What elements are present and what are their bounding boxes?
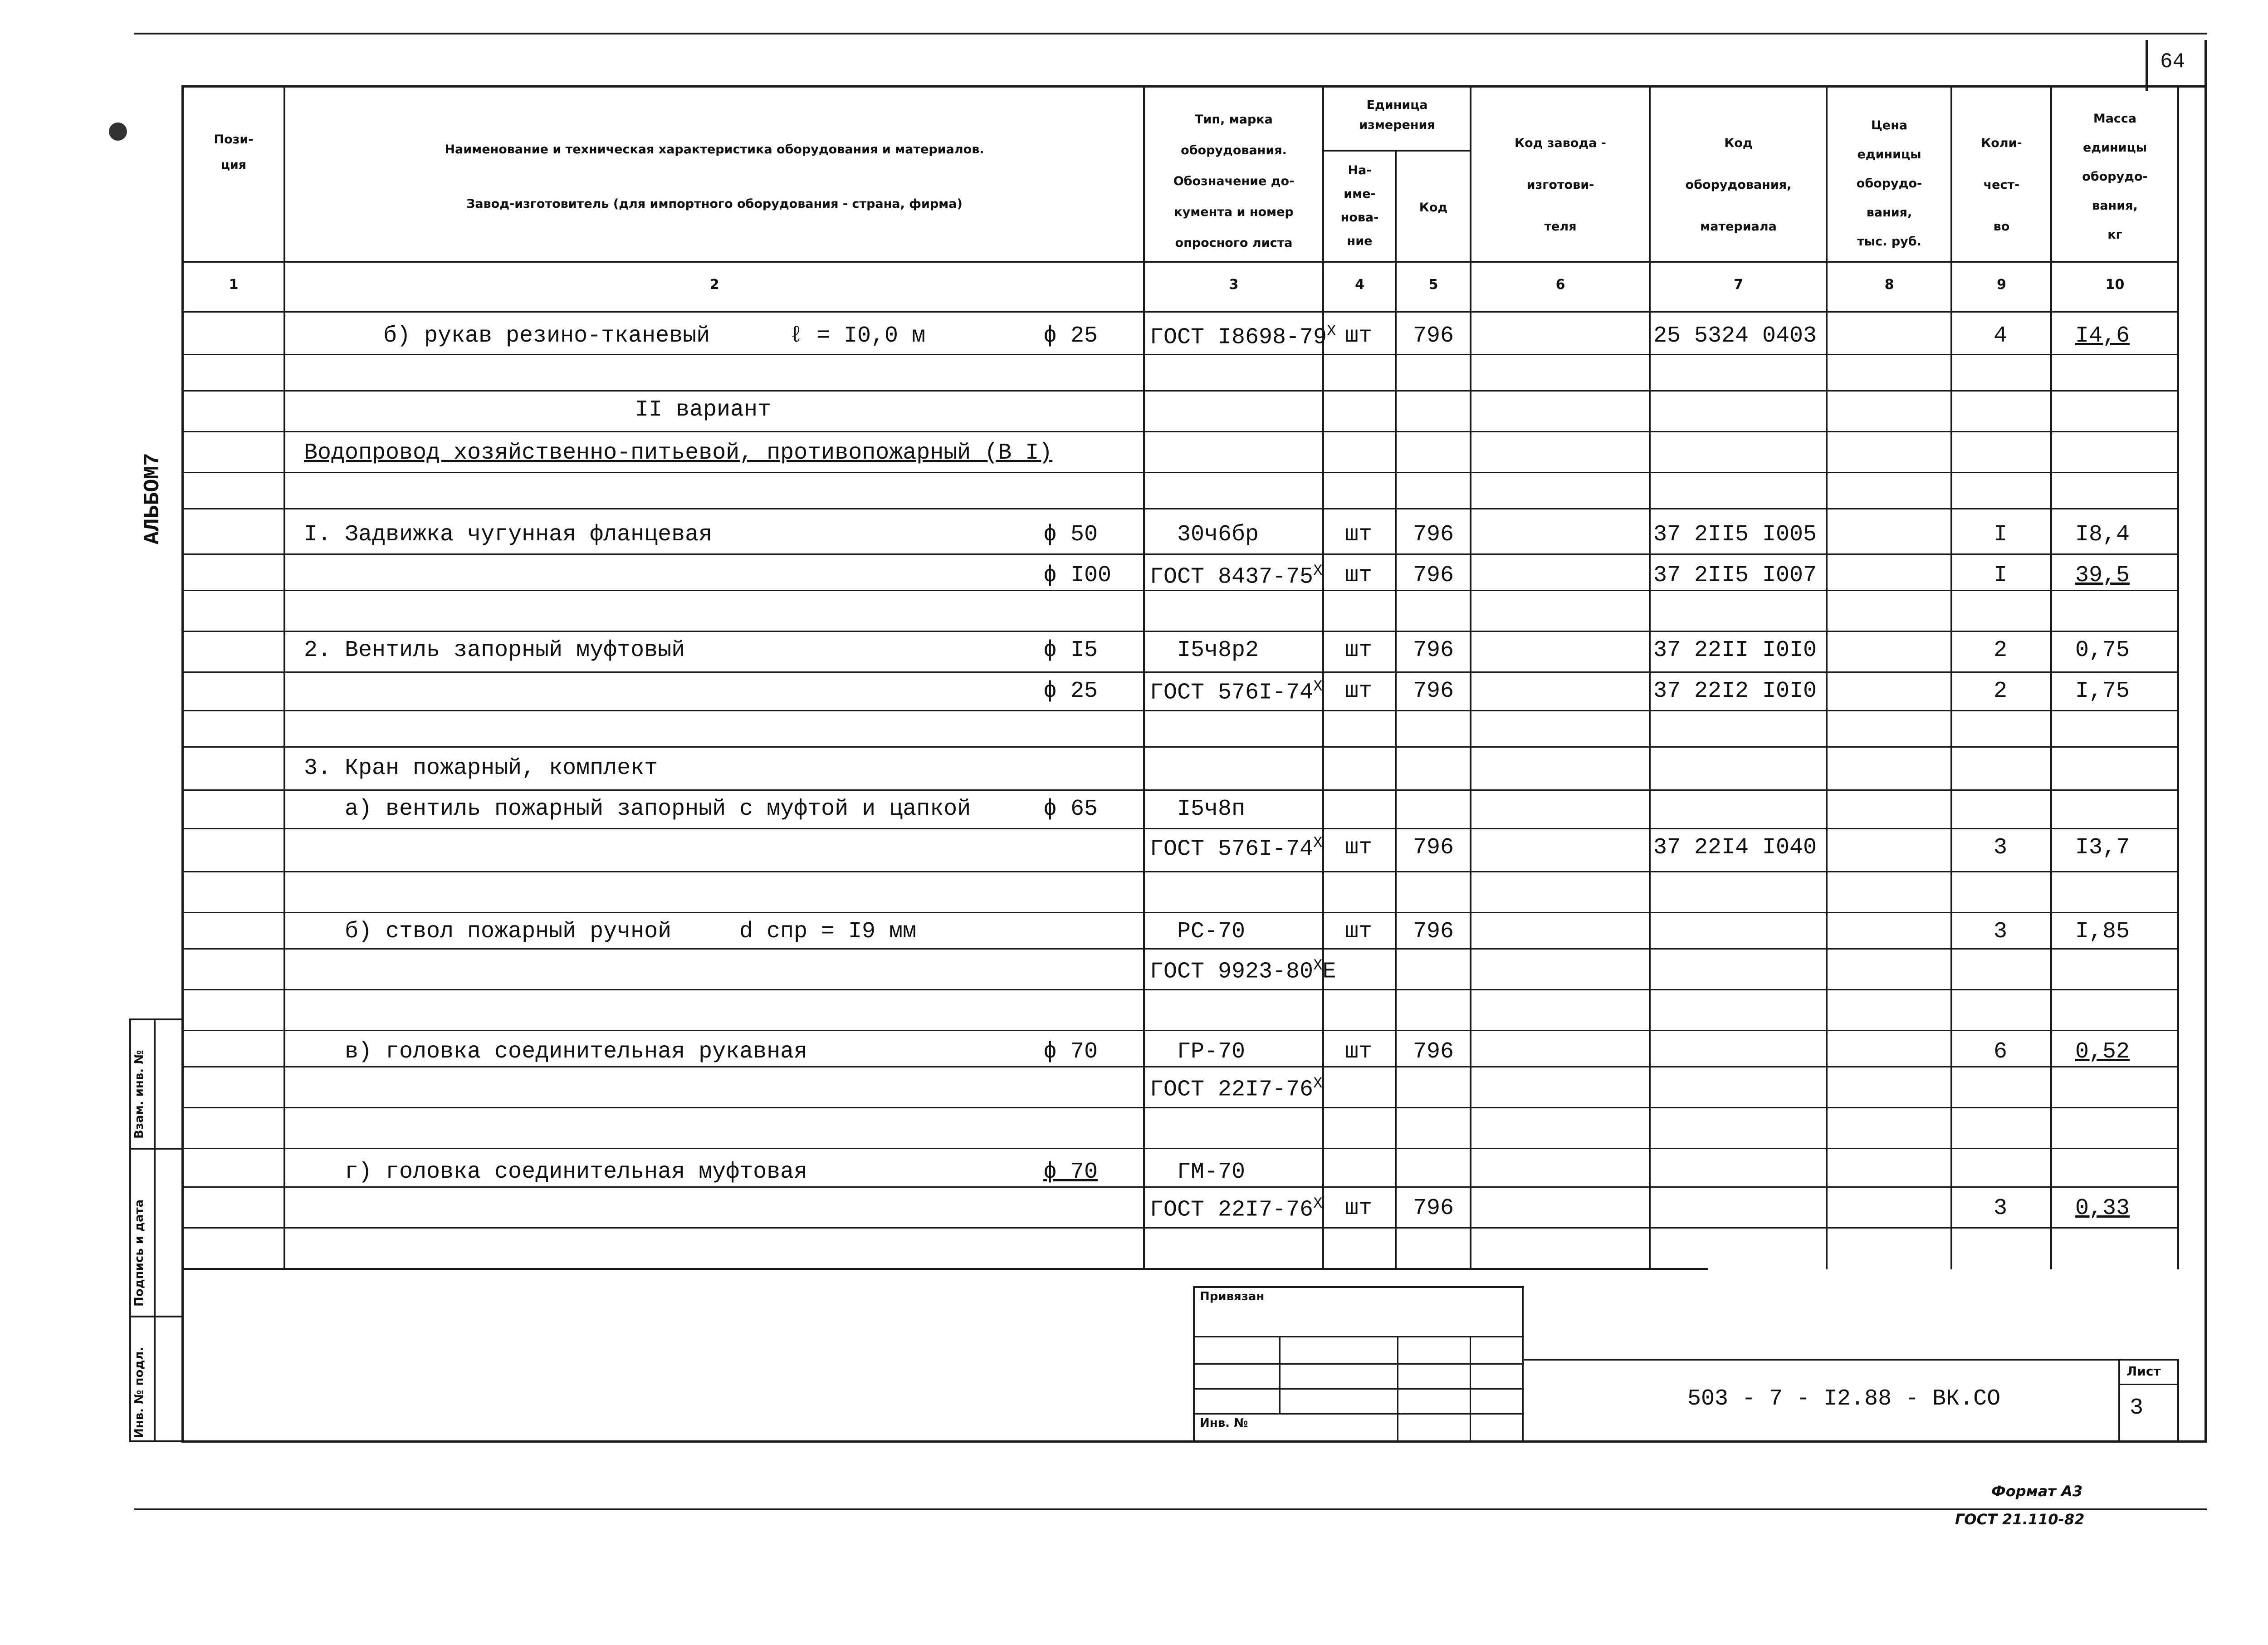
item-mass: 0,52	[2075, 1039, 2130, 1065]
item-quantity: 2	[1994, 637, 2008, 663]
section-subtitle: Водопровод хозяйственно-питьевой, противопожарный (В I)	[304, 440, 1053, 466]
item-equipment-code: 37 22II I0I0	[1653, 637, 1817, 663]
item-type: 30ч6бр	[1177, 522, 1259, 548]
col-number: 10	[2105, 277, 2125, 293]
item-extra: d спр = I9 мм	[739, 919, 917, 945]
item-type: ГОСТ $22I7-76^X$	[1150, 1195, 1323, 1223]
col-number: 7	[1734, 277, 1743, 293]
item-type: I5ч8п	[1177, 796, 1246, 822]
document-designation: 503 - 7 - I2.88 - ВК.СО	[1687, 1386, 2001, 1412]
page-number: 64	[2160, 50, 2185, 73]
item-quantity: 3	[1994, 1195, 2008, 1221]
item-diameter: ϕ I5	[1043, 637, 1098, 663]
item-unit-code: 796	[1413, 1195, 1454, 1221]
item-name: б) ствол пожарный ручной	[345, 919, 672, 945]
hole-punch-mark	[109, 122, 127, 141]
col-number: 3	[1229, 277, 1239, 293]
section-title: II вариант	[635, 397, 772, 423]
sheet-number: 3	[2130, 1395, 2144, 1421]
item-unit-code: 796	[1413, 678, 1454, 704]
header-price: Цена единицы оборудо- вания, тыс. руб.	[1856, 118, 1922, 249]
item-unit: шт	[1345, 563, 1373, 588]
col-number: 8	[1884, 277, 1894, 293]
item-unit-code: 796	[1413, 919, 1454, 945]
col-number: 1	[229, 277, 239, 293]
item-equipment-code: 25 5324 0403	[1653, 323, 1817, 349]
item-type: ГОСТ $576I-74^X$	[1150, 835, 1323, 862]
item-mass: 39,5	[2075, 563, 2130, 588]
item-diameter: ϕ 25	[1043, 678, 1098, 704]
item-unit: шт	[1345, 637, 1373, 663]
item-name: 2. Вентиль запорный муфтовый	[304, 637, 685, 663]
item-unit-code: 796	[1413, 323, 1454, 349]
stamp-privyazan: Привязан	[1200, 1290, 1265, 1303]
header-unit-code: Код	[1419, 201, 1448, 215]
stamp-inventory: Инв. №	[1200, 1416, 1248, 1430]
item-quantity: 2	[1994, 678, 2008, 704]
item-type: РС-70	[1177, 919, 1246, 945]
item-type: ГОСТ $576I-74^X$	[1150, 678, 1323, 706]
item-type: ГР-70	[1177, 1039, 1246, 1065]
header-unit: Единица измерения	[1359, 98, 1435, 132]
album-label: АЛЬБОМ7	[141, 453, 165, 544]
item-unit: шт	[1345, 1039, 1373, 1065]
item-diameter: ϕ I00	[1043, 563, 1112, 588]
col-number: 6	[1555, 277, 1565, 293]
item-unit: шт	[1345, 323, 1373, 349]
header-position: Пози- ция	[214, 132, 254, 172]
header-equipment-code: Код оборудования, материала	[1685, 136, 1792, 234]
page-number-box-right	[2204, 40, 2207, 91]
item-unit: шт	[1345, 919, 1373, 945]
item-name: 3. Кран пожарный, комплект	[304, 755, 658, 781]
item-mass: 0,75	[2075, 637, 2130, 663]
item-type: ГОСТ $I8698-79^X$	[1150, 323, 1336, 351]
item-mass: I3,7	[2075, 835, 2130, 861]
item-quantity: 4	[1994, 323, 2008, 349]
item-equipment-code: 37 22I4 I040	[1653, 835, 1817, 861]
header-type: Тип, марка оборудования. Обозначение до- кумента и номер опросного листа	[1173, 113, 1295, 250]
col-number: 4	[1355, 277, 1364, 293]
item-diameter: ϕ 65	[1043, 796, 1098, 822]
item-type: ГОСТ $8437-75^X$	[1150, 563, 1323, 590]
item-quantity: I	[1994, 522, 2008, 548]
item-name: I. Задвижка чугунная фланцевая	[304, 522, 713, 548]
top-border	[134, 33, 2207, 34]
item-quantity: 3	[1994, 835, 2008, 861]
item-mass: I8,4	[2075, 522, 2130, 548]
item-diameter: ϕ 50	[1043, 522, 1098, 548]
item-quantity: I	[1994, 563, 2008, 588]
item-diameter: ϕ 70	[1043, 1159, 1098, 1185]
header-unit-name: На- име- нова- ние	[1340, 163, 1379, 248]
item-unit: шт	[1345, 522, 1373, 548]
item-quantity: 3	[1994, 919, 2008, 945]
item-diameter: ϕ 70	[1043, 1039, 1098, 1065]
item-name: в) головка соединительная рукавная	[345, 1039, 808, 1065]
item-unit: шт	[1345, 835, 1373, 861]
item-unit: шт	[1345, 1195, 1373, 1221]
side-label-inventory: Инв. № подл.	[132, 1346, 146, 1438]
col-number: 2	[709, 277, 719, 293]
side-label-signature: Подпись и дата	[132, 1199, 146, 1307]
item-name: г) головка соединительная муфтовая	[345, 1159, 808, 1185]
item-equipment-code: 37 2II5 I005	[1653, 522, 1817, 548]
col-number: 5	[1428, 277, 1438, 293]
item-type: I5ч8р2	[1177, 637, 1259, 663]
gost-label: ГОСТ 21.110-82	[1955, 1511, 2085, 1528]
sheet-label: Лист	[2126, 1364, 2161, 1379]
item-unit-code: 796	[1413, 835, 1454, 861]
item-quantity: 6	[1994, 1039, 2008, 1065]
item-type: ГОСТ $9923-80^XE$	[1150, 957, 1336, 985]
item-unit-code: 796	[1413, 563, 1454, 588]
item-mass: I,75	[2075, 678, 2130, 704]
item-unit: шт	[1345, 678, 1373, 704]
header-factory-code: Код завода - изготови- теля	[1515, 136, 1606, 234]
page-number-box-left	[2146, 40, 2148, 91]
side-label-replacement: Взам. инв. №	[132, 1050, 146, 1139]
item-name: а) вентиль пожарный запорный с муфтой и цапкой	[345, 796, 971, 822]
item-mass: I,85	[2075, 919, 2130, 945]
item-diameter: ϕ 25	[1043, 323, 1098, 349]
item-unit-code: 796	[1413, 1039, 1454, 1065]
item-equipment-code: 37 22I2 I0I0	[1653, 678, 1817, 704]
item-type: ГОСТ $22I7-76^X$	[1150, 1075, 1323, 1103]
header-quantity: Коли- чест- во	[1981, 136, 2022, 234]
item-mass: 0,33	[2075, 1195, 2130, 1221]
item-type: ГМ-70	[1177, 1159, 1246, 1185]
item-unit-code: 796	[1413, 522, 1454, 548]
header-mass: Масса единицы оборудо- вания, кг	[2082, 112, 2148, 242]
bottom-border	[134, 1508, 2207, 1510]
item-name: б) рукав резино-тканевый	[383, 323, 710, 349]
format-label: Формат А3	[1991, 1483, 2083, 1500]
item-extra: ℓ = I0,0 м	[789, 323, 926, 349]
header-name: Наименование и техническая характеристика оборудования и материалов. Завод-изготовитель (для импортного оборудования - страна, фирма)	[445, 142, 984, 211]
item-equipment-code: 37 2II5 I007	[1653, 563, 1817, 588]
item-unit-code: 796	[1413, 637, 1454, 663]
col-number: 9	[1997, 277, 2006, 293]
item-mass: I4,6	[2075, 323, 2130, 349]
